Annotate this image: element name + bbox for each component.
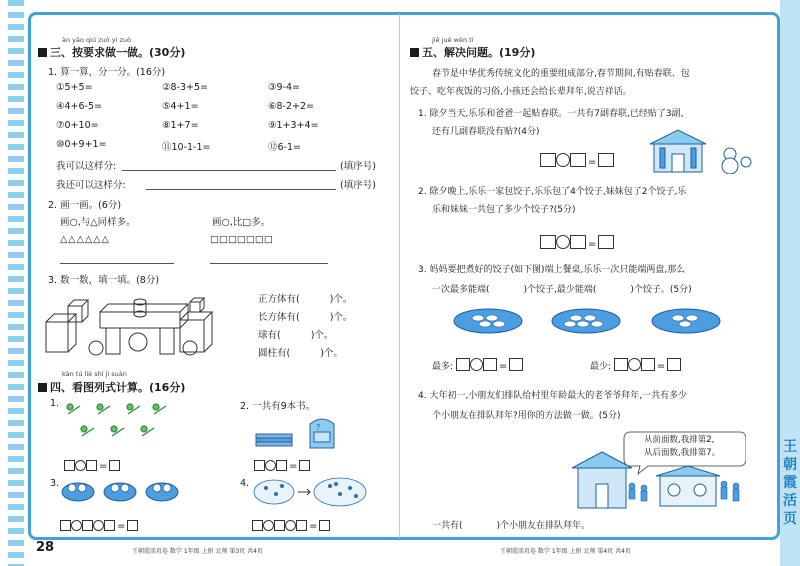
speech-bubble: [644, 434, 720, 460]
footer-left: 王朝霞活页卷 数学 1年级 上册 北师 第3页 共4页: [132, 548, 263, 555]
section5-title: 五、解决问题。(19分): [410, 44, 535, 60]
r-q1-line2: 还有几副春联没有贴?(4分): [432, 127, 540, 137]
calc-item: ⑪10-1-1=: [162, 142, 211, 153]
dumpling-plates-illustration: [452, 306, 724, 336]
sort-label-1: 我可以这样分:: [56, 161, 117, 172]
calc-item: ⑦0+10=: [56, 120, 99, 131]
sort-answer-line-2[interactable]: [146, 189, 336, 190]
footer-right: 王朝霞活页卷 数学 1年级 上册 北师 第4页 共4页: [500, 548, 631, 555]
square-row: □□□□□□□: [210, 234, 273, 245]
r-q3-min[interactable]: 最少: =: [590, 358, 681, 372]
q2-title: 2. 画一画。(6分): [48, 200, 122, 211]
apples-basket-illustration: [60, 474, 180, 504]
r-q4-line2: 个小朋友在排队拜年?用你的方法做一做。(5分): [432, 411, 621, 421]
section3-pinyin: àn yāo qiú zuò yi zuò: [62, 36, 131, 44]
r-q3-line1: 3. 妈妈要把煮好的饺子(如下图)端上餐桌,乐乐一次只能端两盘,那么: [418, 265, 686, 275]
section4-pinyin: kàn tú liè shì jì suàn: [62, 370, 127, 378]
calc-item: ⑩0+9+1=: [56, 139, 107, 150]
q2-instruction-b: 画○,比□多。: [212, 217, 271, 228]
r-q4-answer[interactable]: 一共有( )个小朋友在排队拜年。: [432, 521, 591, 531]
draw-line-b[interactable]: [210, 263, 328, 264]
bubble-line-2: 从后面数,我排第7。: [644, 448, 721, 458]
calc-item: ③9-4=: [268, 82, 300, 93]
q2-instruction-a: 画○,与△同样多。: [60, 217, 136, 228]
calc-item: ①5+5=: [56, 82, 93, 93]
s4-q1-answer[interactable]: =: [64, 454, 120, 473]
fill-hint-2: (填序号): [340, 180, 376, 191]
s4-q2-answer[interactable]: =: [254, 454, 310, 473]
page-number: 28: [36, 540, 55, 555]
r-q1-answer[interactable]: =: [540, 150, 614, 169]
s4-q2-title: 2. 一共有9本书。: [240, 401, 316, 412]
s4-q1-label: 1.: [50, 398, 60, 409]
r-q3-line2: 一次最多能端( )个饺子,最少能端( )个饺子。(5分): [432, 285, 692, 295]
count-cuboid: 长方体有( )个。: [258, 312, 353, 323]
svg-text:?: ?: [316, 423, 321, 432]
count-sphere: 球有( )个。: [258, 330, 334, 341]
draw-line-a[interactable]: [60, 263, 174, 264]
section5-pinyin: jiě jué wèn tí: [432, 36, 474, 44]
sort-answer-line-1[interactable]: [122, 170, 336, 171]
r-q2-line2: 乐和妹妹一共包了多少个饺子?(5分): [432, 205, 576, 215]
solid-shapes-illustration: [40, 292, 220, 360]
s4-q4-answer[interactable]: =: [252, 514, 330, 533]
couplet-house-illustration: [646, 126, 756, 174]
calc-item: ④4+6-5=: [56, 101, 102, 112]
s4-q3-answer[interactable]: =: [60, 514, 138, 533]
s4-q3-label: 3.: [50, 478, 60, 489]
calc-item: ②8-3+5=: [162, 82, 208, 93]
triangle-row: △△△△△△: [60, 234, 110, 245]
section3-title: 三、按要求做一做。(30分): [38, 44, 185, 60]
r-q1-line1: 1. 除夕当天,乐乐和爸爸一起贴春联。一共有7副春联,已经贴了3副,: [418, 109, 684, 119]
q3-title: 3. 数一数，填一填。(8分): [48, 275, 160, 286]
q1-title: 1. 算一算，分一分。(16分): [48, 67, 166, 78]
calc-item: ⑤4+1=: [162, 101, 199, 112]
r-q4-line1: 4. 大年初一,小朋友们排队给村里年龄最大的老爷爷拜年,一共有多少: [418, 391, 688, 401]
r-q2-answer[interactable]: =: [540, 232, 614, 251]
calc-item: ⑫6-1=: [268, 142, 301, 153]
r-q2-line1: 2. 除夕晚上,乐乐一家包饺子,乐乐包了4个饺子,妹妹包了2个饺子,乐: [418, 187, 687, 197]
flower-bouquet-illustration: [62, 398, 172, 440]
calc-item: ⑨1+3+4=: [268, 120, 319, 131]
count-cube: 正方体有( )个。: [258, 294, 353, 305]
books-backpack-illustration: [254, 414, 344, 450]
calc-item: ⑥8-2+2=: [268, 101, 314, 112]
intro-line-2: 饺子、吃年夜饭的习俗,小孩还会给长辈拜年,说吉祥话。: [410, 87, 632, 97]
bubble-line-1: 从前面数,我排第2,: [644, 435, 715, 445]
section4-title: 四、看图列式计算。(16分): [38, 379, 185, 395]
intro-line-1: 春节是中华优秀传统文化的重要组成部分,春节期间,有贴春联、包: [432, 69, 690, 79]
s4-q4-label: 4.: [240, 478, 250, 489]
brand-logo: 王朝霞活页: [783, 439, 797, 527]
fill-hint-1: (填序号): [340, 161, 376, 172]
flowers-transfer-illustration: [252, 476, 368, 510]
sort-label-2: 我还可以这样分:: [56, 180, 126, 191]
count-cylinder: 圆柱有( )个。: [258, 348, 343, 359]
r-q3-max[interactable]: 最多: =: [432, 358, 523, 372]
center-divider: [399, 14, 400, 538]
binder-strip: [8, 0, 24, 566]
calc-item: ⑧1+7=: [162, 120, 199, 131]
